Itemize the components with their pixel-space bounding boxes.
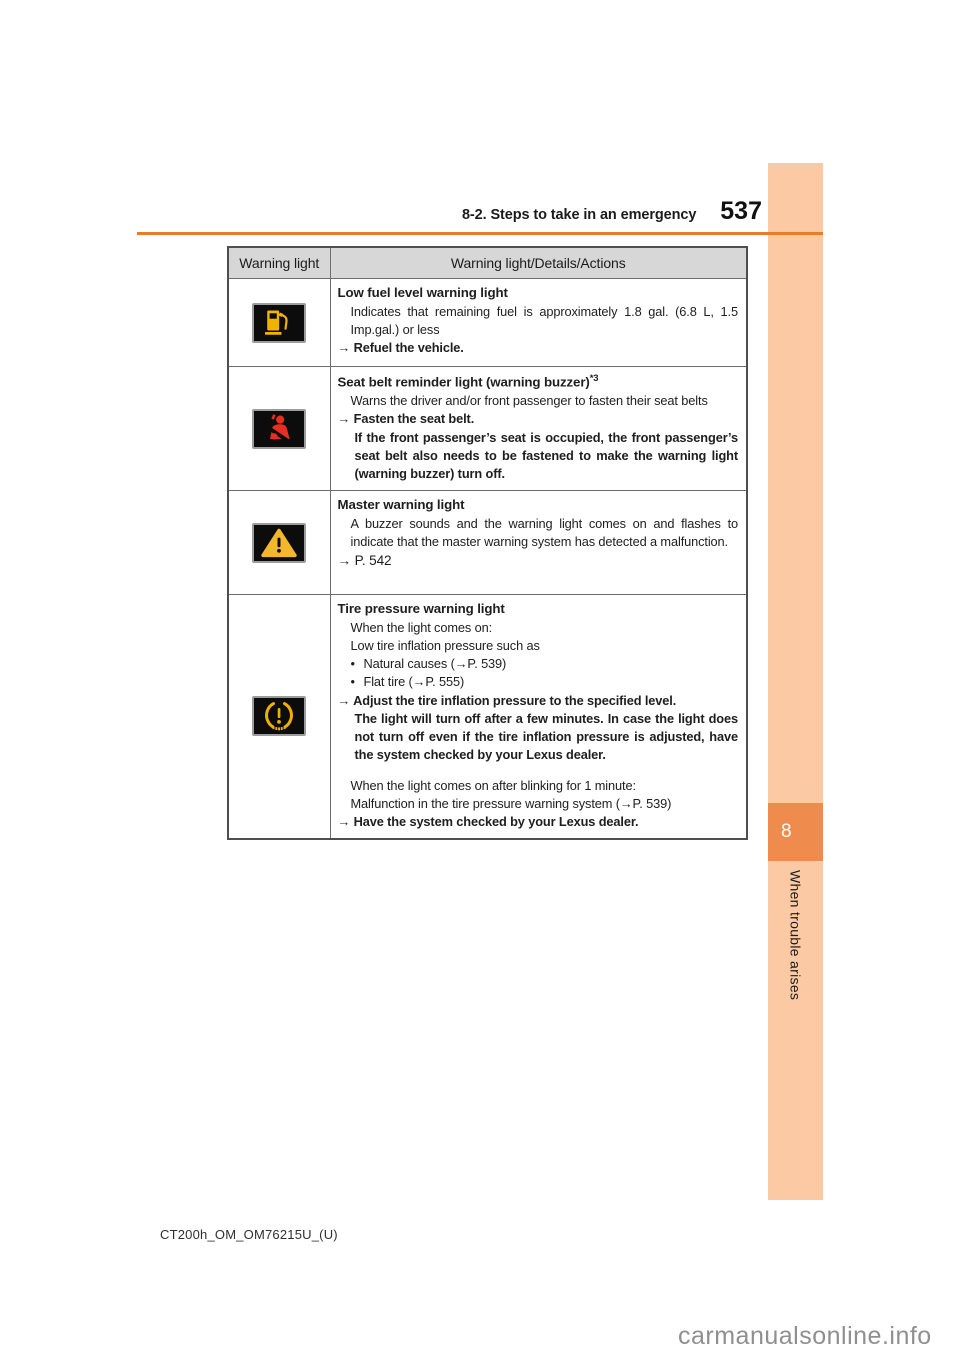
table-row bbox=[228, 595, 747, 839]
warning-title: Master warning light bbox=[337, 497, 465, 512]
header-rule bbox=[137, 232, 823, 235]
bullet-icon: • bbox=[350, 674, 355, 690]
action-instruction: → Refuel the vehicle. bbox=[337, 340, 464, 356]
warning-lights-table bbox=[227, 246, 748, 840]
warning-light-cell bbox=[228, 491, 330, 595]
spacer bbox=[338, 764, 739, 777]
column-header-details: Warning light/Details/Actions bbox=[330, 247, 747, 279]
details-cell bbox=[330, 595, 747, 839]
warning-description: Indicates that remaining fuel is approximately 1.8 gal. (6.8 L, 1.5 Imp.gal.) or less bbox=[350, 303, 738, 338]
fuel-pump-icon bbox=[252, 303, 306, 343]
warning-note: When the light comes on after blinking for 1 minute: bbox=[350, 778, 636, 794]
warning-title: Low fuel level warning light bbox=[337, 285, 508, 300]
seat-belt-reminder-icon bbox=[252, 409, 306, 449]
tire-pressure-icon bbox=[252, 696, 306, 736]
chapter-title-vertical: When trouble arises bbox=[787, 870, 804, 1001]
chapter-sidebar bbox=[768, 163, 823, 1200]
column-header-warning-light: Warning light bbox=[228, 247, 330, 279]
details-cell bbox=[330, 367, 747, 491]
document-code: CT200h_OM_OM76215U_(U) bbox=[160, 1227, 338, 1242]
page-reference: → P. 542 bbox=[337, 553, 392, 569]
details-cell bbox=[330, 491, 747, 595]
arrow-icon: → bbox=[337, 814, 351, 830]
arrow-icon: → bbox=[337, 340, 351, 356]
warning-table-body bbox=[228, 279, 747, 839]
action-instruction: → Have the system checked by your Lexus dealer. bbox=[337, 814, 639, 830]
warning-title: Tire pressure warning light bbox=[337, 601, 505, 616]
bullet-icon: • bbox=[350, 656, 355, 672]
watermark: carmanualsonline.info bbox=[678, 1322, 932, 1350]
page-number: 537 bbox=[720, 197, 762, 225]
section-title: 8-2. Steps to take in an emergency bbox=[461, 207, 697, 223]
warning-light-cell bbox=[228, 595, 330, 839]
warning-light-cell bbox=[228, 367, 330, 491]
table-row bbox=[228, 491, 747, 595]
master-warning-icon bbox=[252, 523, 306, 563]
warning-note: Low tire inflation pressure such as bbox=[350, 638, 540, 654]
arrow-icon: → bbox=[337, 692, 351, 708]
warning-title: Seat belt reminder light (warning buzzer)$^{*3}$ bbox=[337, 373, 599, 390]
action-detail: If the front passenger’s seat is occupied, the front passenger’s seat belt also needs to be fastened to make the warning light (warning buzzer) turn off. bbox=[354, 429, 738, 481]
bullet-item: • Flat tire (→P. 555) bbox=[338, 673, 739, 691]
warning-note: When the light comes on: bbox=[350, 619, 493, 635]
warning-description: A buzzer sounds and the warning light comes on and flashes to indicate that the master warning system has detected a malfunction. bbox=[350, 515, 738, 550]
bullet-item: • Natural causes (→P. 539) bbox=[338, 655, 739, 673]
warning-note: Malfunction in the tire pressure warning system (→P. 539) bbox=[350, 796, 672, 812]
action-detail: The light will turn off after a few minutes. In case the light does not turn off even if the tire inflation pressure is adjusted, have the system checked by your Lexus dealer. bbox=[354, 710, 738, 762]
footnote-marker: *3 bbox=[589, 373, 599, 384]
warning-light-cell bbox=[228, 279, 330, 367]
details-cell bbox=[330, 279, 747, 367]
page-header bbox=[137, 197, 762, 226]
table-row bbox=[228, 367, 747, 491]
table-row bbox=[228, 279, 747, 367]
arrow-icon: → bbox=[337, 553, 351, 569]
chapter-number-tab bbox=[768, 803, 823, 861]
action-instruction: → Fasten the seat belt. bbox=[337, 411, 475, 427]
arrow-icon: → bbox=[337, 411, 351, 427]
warning-description: Warns the driver and/or front passenger to fasten their seat belts bbox=[350, 393, 708, 409]
table-header-row bbox=[228, 247, 747, 279]
action-instruction: → Adjust the tire inflation pressure to the specified level. bbox=[337, 692, 677, 708]
chapter-number: 8 bbox=[781, 821, 792, 842]
